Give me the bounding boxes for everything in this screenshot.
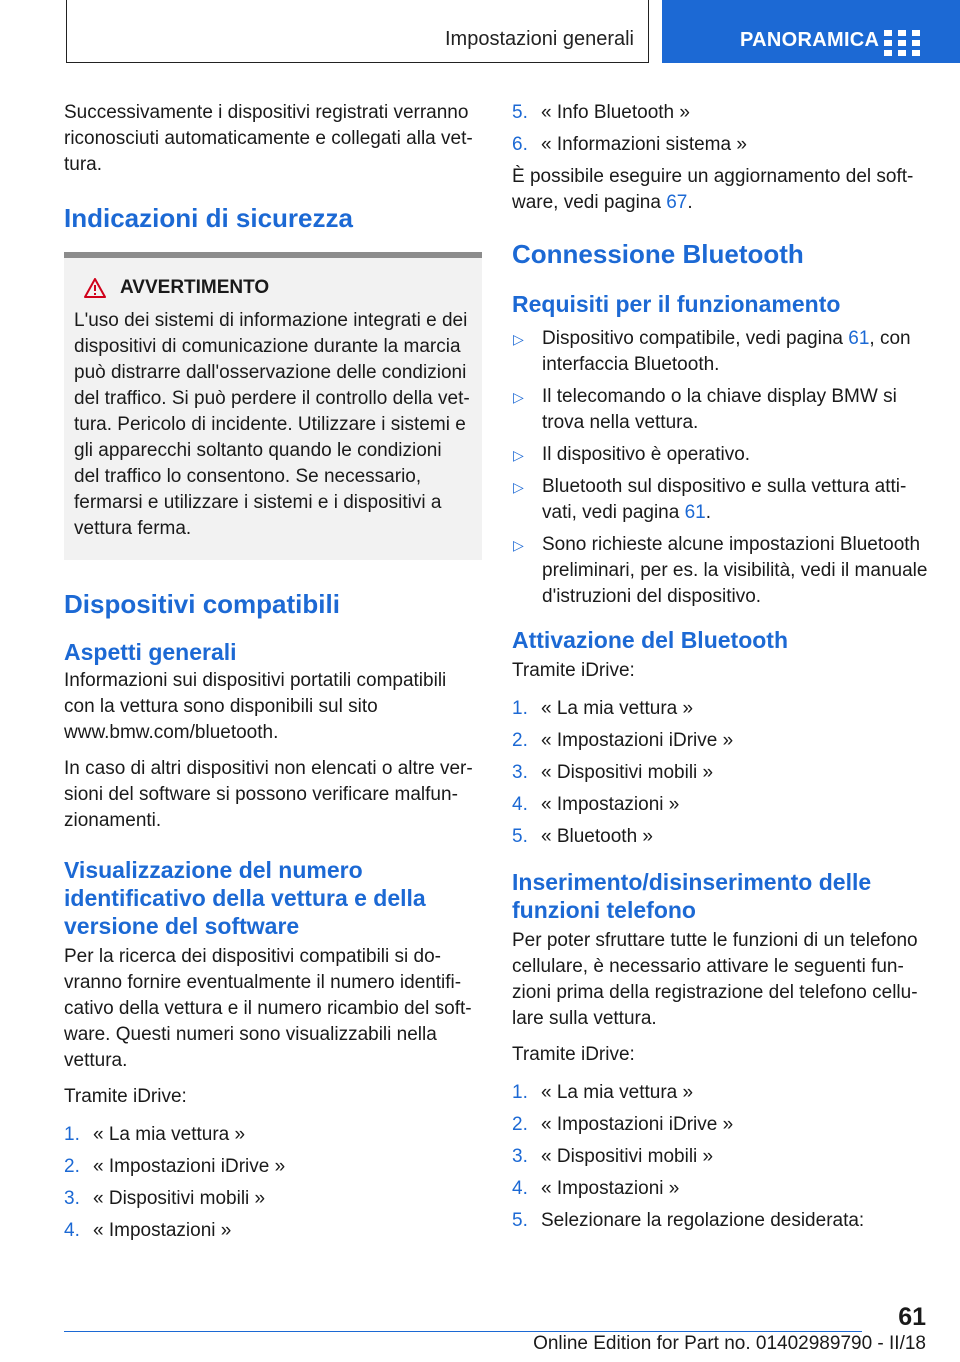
footer-edition: Online Edition for Part no. 01402989790 - II/18: [533, 1333, 926, 1354]
list-item: 3. « Dispositivi mobili »: [512, 1146, 714, 1167]
list-item: ▷ Dispositivo compatibile, vedi pagina 61, con interfaccia Bluetooth.: [513, 328, 911, 375]
heading-requirements: Requisiti per il funzionamento: [512, 291, 841, 317]
list-item: 3. « Dispositivi mobili »: [64, 1188, 266, 1209]
page-number: 61: [898, 1303, 926, 1331]
grid-menu-icon: [884, 30, 920, 56]
heading-safety: Indicazioni di sicurezza: [64, 203, 353, 233]
activation-steps-list: [512, 696, 928, 850]
general-paragraph-1: Informazioni sui dispositivi portatili compatibili con la vettura sono disponibili sul sito www.bmw.com/bluetooth.: [64, 670, 447, 743]
heading-bluetooth-connection: Connessione Bluetooth: [512, 239, 804, 269]
vehicle-id-paragraph: Per la ricerca dei dispositivi compatibili si do-vranno fornire eventualmente il numero identifi-cativo della vettura e il numero ricambio del soft-ware. Questi numeri sono visualizzabili nella vettura.: [64, 946, 472, 1071]
header-title-box: [66, 0, 649, 63]
warning-text: L'uso dei sistemi di informazione integrati e dei dispositivi di comunicazione durante la marcia può distrarre dall'osservazione delle condizioni del traffico. Si può perdere il controllo della vet-tura. Pericolo di incidente. Utilizzare i sistemi e gli apparecchi soltanto quando le condizioni del traffico lo consentono. Se necessario, fermarsi e utilizzare i sistemi e i dispositivi a vettura ferma.: [74, 310, 470, 539]
list-item: 1. « La mia vettura »: [512, 1082, 694, 1103]
list-item: 2. « Impostazioni iDrive »: [512, 1114, 734, 1135]
update-paragraph: È possibile eseguire un aggiornamento del soft-ware, vedi pagina 67.: [512, 166, 914, 213]
list-item: 4. « Impostazioni »: [512, 1178, 680, 1199]
page-link-61[interactable]: 61: [684, 502, 706, 523]
page-link-67[interactable]: 67: [666, 192, 688, 213]
phone-steps-list: [512, 1080, 928, 1234]
heading-general: Aspetti generali: [64, 639, 237, 665]
heading-compatible-devices: Dispositivi compatibili: [64, 589, 340, 619]
left-steps-list: [64, 1122, 482, 1244]
via-idrive-label: Tramite iDrive:: [64, 1086, 187, 1107]
warning-header: [74, 274, 470, 302]
list-item: 4. « Impostazioni »: [64, 1220, 232, 1241]
via-idrive-label-1: Tramite iDrive:: [512, 660, 635, 681]
heading-vehicle-id: Visualizzazione del numero identificativo della vettura e della versione del software: [64, 857, 426, 939]
list-item: 2. « Impostazioni iDrive »: [64, 1156, 286, 1177]
section-title: Impostazioni generali: [445, 28, 634, 50]
list-item: 6. « Informazioni sistema »: [512, 134, 747, 155]
panoramica-label: PANORAMICA: [740, 29, 880, 51]
left-column: [64, 100, 482, 1250]
list-item: 1. « La mia vettura »: [512, 698, 694, 719]
right-steps-continued: [512, 100, 928, 158]
list-item: 4. « Impostazioni »: [512, 794, 680, 815]
requirements-list: [512, 326, 928, 610]
list-item: ▷ Il telecomando o la chiave display BMW si trova nella vettura.: [513, 386, 897, 433]
footer-divider: [64, 1331, 862, 1332]
heading-bluetooth-activation: Attivazione del Bluetooth: [512, 627, 788, 653]
heading-phone-functions: Inserimento/disinserimento delle funzioni telefono: [512, 869, 872, 923]
right-column: [512, 100, 928, 1240]
list-item: ▷ Il dispositivo è operativo.: [513, 444, 751, 465]
panoramica-nav-button[interactable]: [662, 0, 960, 63]
list-item: 3. « Dispositivi mobili »: [512, 762, 714, 783]
warning-title: AVVERTIMENTO: [120, 277, 270, 298]
page-link-61[interactable]: 61: [848, 328, 870, 349]
list-item: 1. « La mia vettura »: [64, 1124, 246, 1145]
intro-paragraph: Successivamente i dispositivi registrati verranno riconosciuti automaticamente e collegati alla vet-tura.: [64, 102, 473, 175]
list-item: 5. « Bluetooth »: [512, 826, 653, 847]
list-item: ▷ Bluetooth sul dispositivo e sulla vettura atti-vati, vedi pagina 61.: [513, 476, 907, 523]
general-paragraph-2: In caso di altri dispositivi non elencati o altre ver-sioni del software si possono verificare malfun-zionamenti.: [64, 758, 473, 831]
list-item: ▷ Sono richieste alcune impostazioni Bluetooth preliminari, per es. la visibilità, vedi il manuale d'istruzioni del dispositivo.: [513, 534, 928, 607]
warning-triangle-icon: [84, 278, 106, 298]
warning-box: [64, 252, 482, 560]
list-item: 5. « Info Bluetooth »: [512, 102, 690, 123]
via-idrive-label-2: Tramite iDrive:: [512, 1044, 635, 1065]
list-item: 5. Selezionare la regolazione desiderata:: [512, 1210, 865, 1231]
phone-paragraph: Per poter sfruttare tutte le funzioni di un telefono cellulare, è necessario attivare le seguenti fun-zioni prima della registrazione del telefono cellu-lare sulla vettura.: [512, 930, 918, 1029]
list-item: 2. « Impostazioni iDrive »: [512, 730, 734, 751]
